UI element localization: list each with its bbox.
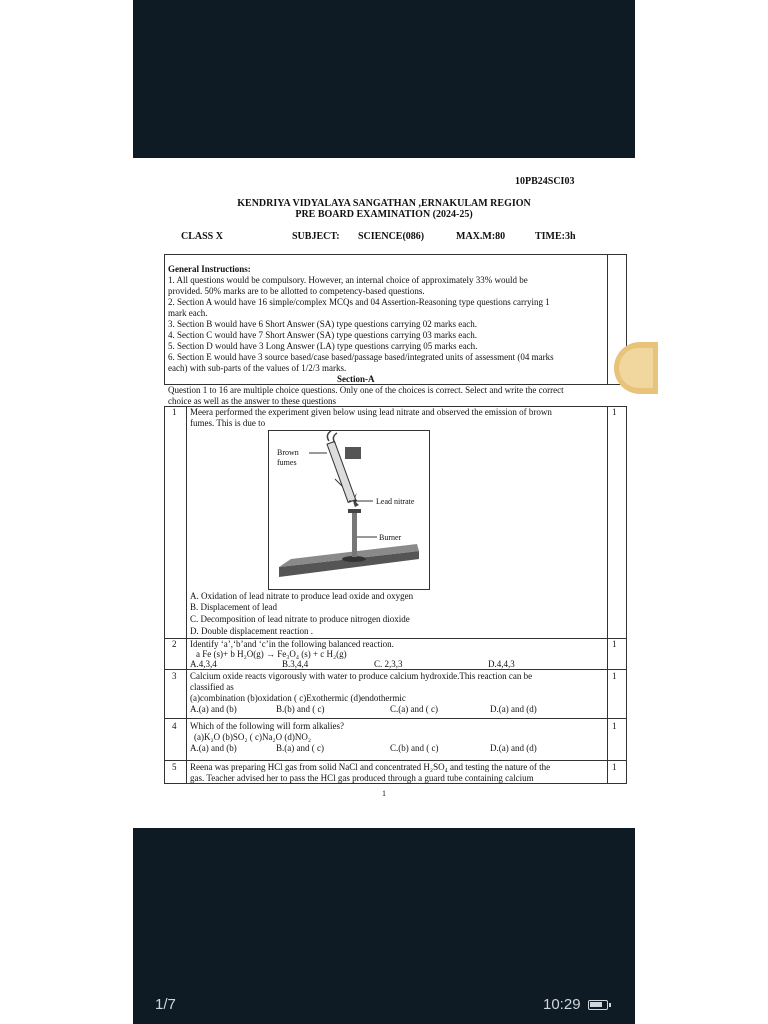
num-column-divider <box>186 406 187 784</box>
q2-option-c: C. 2,3,3 <box>374 659 403 669</box>
section-a-intro-1: Question 1 to 16 are multiple choice questions. Only one of the choices is correct. Select and write the correct <box>168 385 564 395</box>
experiment-figure <box>268 430 430 590</box>
instructions-title: General Instructions: <box>168 264 251 274</box>
subject-label: SUBJECT: <box>292 231 340 242</box>
q3-option-a: A.(a) and (b) <box>190 704 237 714</box>
q3-marks: 1 <box>612 671 617 681</box>
q4-option-a: A.(a) and (b) <box>190 743 237 753</box>
bottom-dark-band <box>133 828 635 1024</box>
class-label: CLASS X <box>181 231 223 242</box>
section-a-title: Section-A <box>337 374 375 384</box>
instruction-1b: provided. 50% marks are to be allotted to competency-based questions. <box>168 286 425 296</box>
marks-column-divider <box>607 406 608 784</box>
instruction-4: 4. Section C would have 7 Short Answer (SA) type questions carrying 03 marks each. <box>168 330 477 340</box>
instructions-divider <box>607 254 608 385</box>
max-marks: MAX.M:80 <box>456 231 506 242</box>
q5-marks: 1 <box>612 762 617 772</box>
exam-title: PRE BOARD EXAMINATION (2024-25) <box>295 209 473 220</box>
floating-action-button[interactable] <box>614 342 658 394</box>
q5-text-2: gas. Teacher advised her to pass the HCl gas produced through a guard tube containing calcium <box>190 773 534 783</box>
battery-icon <box>588 1000 608 1010</box>
q1-marks: 1 <box>612 407 617 417</box>
q2-marks: 1 <box>612 639 617 649</box>
q4-marks: 1 <box>612 721 617 731</box>
q3-text-1: Calcium oxide reacts vigorously with water to produce calcium hydroxide.This reaction can be <box>190 671 533 681</box>
instruction-3: 3. Section B would have 6 Short Answer (SA) type questions carrying 02 marks each. <box>168 319 477 329</box>
instruction-2b: mark each. <box>168 308 208 318</box>
instruction-2a: 2. Section A would have 16 simple/complex MCQs and 04 Assertion-Reasoning type questions carrying 1 <box>168 297 550 307</box>
q1-option-a: A. Oxidation of lead nitrate to produce lead oxide and oxygen <box>190 591 414 601</box>
org-title: KENDRIYA VIDYALAYA SANGATHAN ,ERNAKULAM REGION <box>237 198 531 209</box>
q2-option-a: A.4,3,4 <box>190 659 217 669</box>
q3-option-c: C.(a) and ( c) <box>390 704 438 714</box>
label-brown: Brown <box>277 448 299 457</box>
q1-number: 1 <box>172 407 177 417</box>
q4-choices: (a)K₂O (b)SO₂ ( c)Na₂O (d)NO₂ <box>194 732 312 742</box>
top-dark-band <box>133 0 635 158</box>
page-number: 1 <box>382 789 386 798</box>
q3-option-d: D.(a) and (d) <box>490 704 537 714</box>
label-fumes: fumes <box>277 458 297 467</box>
instruction-1a: 1. All questions would be compulsory. However, an internal choice of approximately 33% would be <box>168 275 528 285</box>
q1-option-c: C. Decomposition of lead nitrate to produce nitrogen dioxide <box>190 614 410 624</box>
q3-option-b: B.(b) and ( c) <box>276 704 325 714</box>
q4-text: Which of the following will form alkalies? <box>190 721 344 731</box>
instruction-5: 5. Section D would have 3 Long Answer (LA) type questions carrying 05 marks each. <box>168 341 478 351</box>
q5-text-1: Reena was preparing HCl gas from solid NaCl and concentrated H₂SO₄ and testing the nature of the <box>190 762 551 772</box>
page-indicator: 1/7 <box>155 996 176 1013</box>
q4-option-b: B.(a) and ( c) <box>276 743 324 753</box>
label-burner: Burner <box>379 533 402 542</box>
time-allowed: TIME:3h <box>535 231 576 242</box>
q1-text-2: fumes. This is due to <box>190 418 266 428</box>
clock: 10:29 <box>543 996 581 1013</box>
paper-code: 10PB24SCI03 <box>515 176 575 187</box>
instruction-6b: each) with sub-parts of the values of 1/2/3 marks. <box>168 363 347 373</box>
q2-number: 2 <box>172 639 177 649</box>
row-divider-q5 <box>164 760 627 761</box>
q3-text-2: classified as <box>190 682 234 692</box>
q2-option-d: D.4,4,3 <box>488 659 515 669</box>
q3-number: 3 <box>172 671 177 681</box>
q1-option-d: D. Double displacement reaction . <box>190 626 313 636</box>
q3-choices: (a)combination (b)oxidation ( c)Exothermic (d)endothermic <box>190 693 406 703</box>
q2-option-b: B.3,4,4 <box>282 659 309 669</box>
q2-equation: a Fe (s)+ b H₂O(g) → Fe₃O₄ (s) + c H₂(g) <box>196 649 347 659</box>
q4-number: 4 <box>172 721 177 731</box>
q2-text: Identify ‘a’,‘b’and ‘c’in the following balanced reaction. <box>190 639 394 649</box>
q5-number: 5 <box>172 762 177 772</box>
instruction-6a: 6. Section E would have 3 source based/case based/passage based/integrated units of assessment (04 marks <box>168 352 554 362</box>
q4-option-c: C.(b) and ( c) <box>390 743 439 753</box>
q1-text-1: Meera performed the experiment given below using lead nitrate and observed the emission of brown <box>190 407 552 417</box>
section-a-intro-2: choice as well as the answer to these questions <box>168 396 336 406</box>
q1-option-b: B. Displacement of lead <box>190 602 277 612</box>
row-divider-q4 <box>164 718 627 719</box>
q4-option-d: D.(a) and (d) <box>490 743 537 753</box>
label-lead-nitrate: Lead nitrate <box>376 497 415 506</box>
subject-value: SCIENCE(086) <box>358 231 425 242</box>
